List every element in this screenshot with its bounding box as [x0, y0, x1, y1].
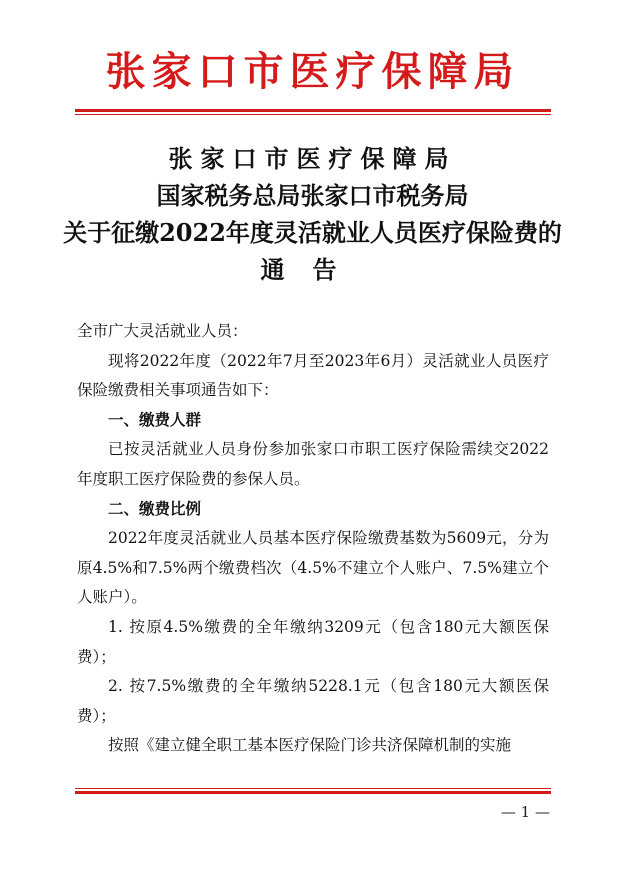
section-2-heading: 二、缴费比例 [108, 499, 202, 518]
title-line-3: 关于征缴2022年度灵活就业人员医疗保险费的 [63, 218, 562, 247]
page-number: — 1 — [500, 803, 550, 821]
masthead: 张家口市医疗保障局 [105, 48, 520, 95]
masthead-rule-thick [75, 109, 551, 112]
masthead-rule-thin [75, 114, 551, 115]
intro-paragraph: 现将2022年度（2022年7月至2023年6月）灵活就业人员医疗保险缴费相关事项通告如下： [77, 351, 549, 400]
document-body [77, 317, 549, 761]
document-title [60, 140, 565, 288]
list-item-2: 2. 按7.5%缴费的全年缴纳5228.1元（包含180元大额医保费）； [77, 677, 549, 725]
section-2-paragraph: 2022年度灵活就业人员基本医疗保险缴费基数为5609元，分为原4.5%和7.5%两个缴费档次（4.5%不建立个人账户、7.5%建立个人账户）。 [77, 529, 549, 607]
title-line-2: 国家税务总局张家口市税务局 [156, 181, 469, 210]
section-1-paragraph: 已按灵活就业人员身份参加张家口市职工医疗保险需续交2022年度职工医疗保险费的参保人员。 [77, 440, 549, 488]
list-item-1: 1. 按原4.5%缴费的全年缴纳3209元（包含180元大额医保费）； [77, 617, 549, 666]
footer-rule-thick [75, 791, 551, 794]
title-line-4: 通告 [260, 255, 365, 284]
title-line-1: 张家口市医疗保障局 [168, 144, 457, 173]
salutation: 全市广大灵活就业人员： [77, 322, 248, 340]
section-1-heading: 一、缴费人群 [108, 410, 202, 429]
footer-rule-thin [75, 788, 551, 789]
continuation-paragraph: 按照《建立健全职工基本医疗保险门诊共济保障机制的实施 [108, 736, 512, 755]
